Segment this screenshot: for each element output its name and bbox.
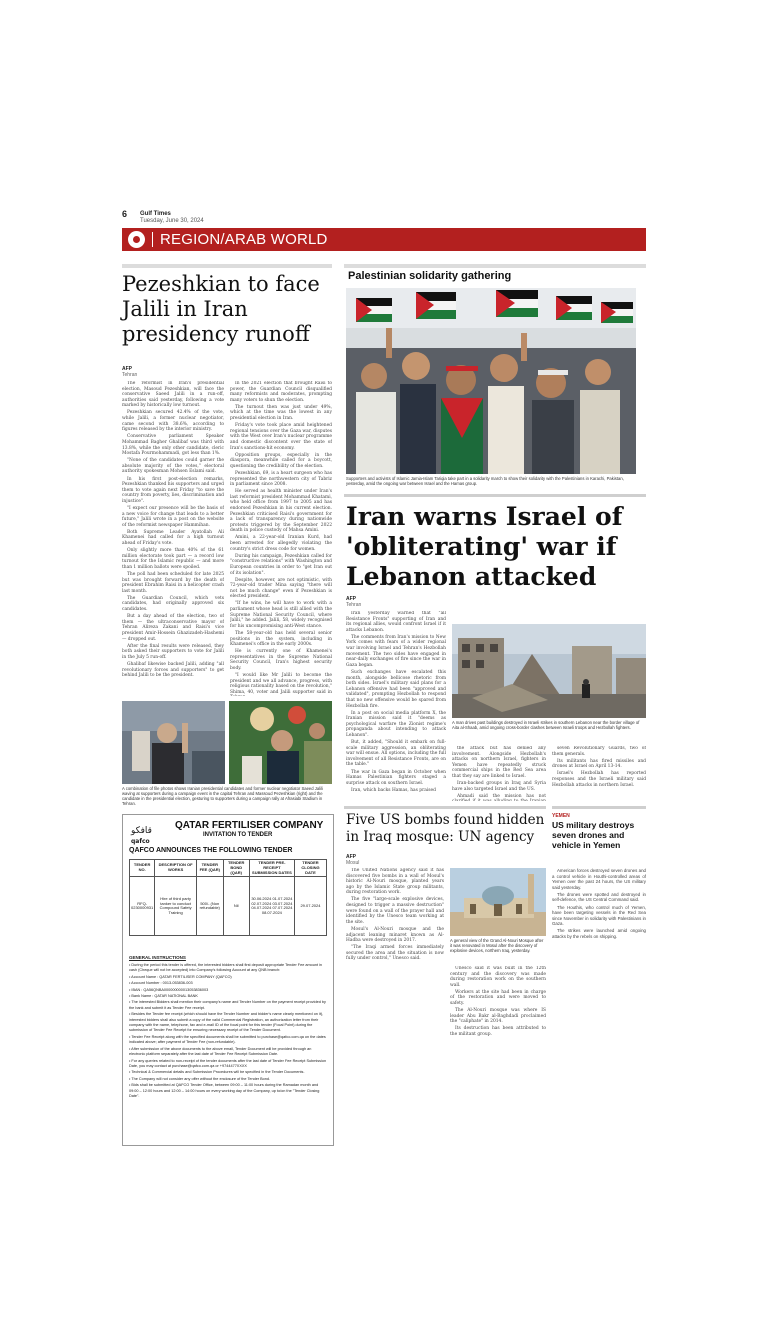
mosque-photo-graphic: [450, 868, 546, 936]
iraq-column-2: [450, 966, 546, 1144]
tender-instruction-item: • During the period this tender is offered, the interested bidders shall first deposit appropriate Tender Fee amount in cash (Cheque will not be accepted) into Company's following Account at any QNB branch:: [129, 963, 323, 973]
section-logo-icon: [128, 231, 145, 248]
yemen-kicker: YEMEN: [552, 813, 570, 819]
tender-instruction-item: • After submission of the above documents to the above email, Tender Document will be provided through an electronic platform separately after the last date of Tender Fee Receipt Submission Date.: [129, 1046, 312, 1057]
mid-rule-right: [344, 494, 646, 497]
section-banner: [122, 228, 646, 251]
article-paragraph: Iran, which backs Hamas, has praised: [351, 787, 436, 793]
page-number: 6: [122, 209, 128, 219]
iran-warns-column-3: [552, 746, 646, 801]
iran-warns-column-1: [346, 611, 446, 801]
article-paragraph: The United Nations agency said it has discovered five bombs in a wall of Mosul's historic Al-Nouri mosque, planted years ago by the Islamic State group militants, during restoration work.: [346, 868, 444, 896]
article-paragraph: But, it added, "Should it embark on full-scale military aggression, an obliterating war will ensue. All options, including the full involvement of all Resistance Fronts, are on the table.": [346, 740, 446, 768]
tender-instructions: [129, 963, 327, 1141]
flag-2: [416, 292, 456, 319]
article-paragraph: Mosul's Al-Nouri mosque and the adjacent leaning minaret known as Al-Hadba were destroyed in 2017.: [346, 926, 444, 944]
article-paragraph: Pezeshkian secured 42.4% of the vote, while Jalili, a former nuclear negotiator, came second with 38.6%, according to figures released by the interior ministry.: [122, 410, 224, 433]
candidates-photo: [122, 701, 332, 784]
tender-subtitle: INVITATION TO TENDER: [203, 832, 273, 838]
article-paragraph: The 58-year-old has held several senior positions in the system, including in Khamenei's office in the early 2000s.: [230, 630, 332, 648]
tender-table-row: [130, 877, 327, 936]
top-rule-left: [122, 264, 332, 268]
article-paragraph: The Houthis, who control much of Yemen, have been targeting vessels in the Red Sea since November in solidarity with Palestinians in Gaza.: [552, 904, 646, 927]
tender-instruction-item: • Account Name : QATAR FERTILISER COMPANY (QAFCO): [129, 974, 232, 979]
lebanon-photo-caption: A man drives past buildings destroyed in Israeli strikes in southern Lebanon near the border village of Aita al-Shaab, amid ongoing cross-border clashes between Israeli troops and Hezbollah fighters.: [452, 720, 640, 730]
article-paragraph: Iran yesterday warned that "all Resistance Fronts" supporting of Iran and its regional allies, would confront Israel if it attacks Lebanon.: [346, 611, 446, 633]
col-tender-no: TENDER NO.: [130, 860, 155, 877]
flag-1: [356, 298, 392, 322]
article-paragraph: Iran-backed groups in Iraq and Syria have also targeted Israel and the US.: [452, 781, 546, 792]
tender-announcement: QAFCO ANNOUNCES THE FOLLOWING TENDER: [129, 847, 293, 854]
issue-date: Tuesday, June 30, 2024: [140, 218, 204, 224]
article-paragraph: Conservative parliament Speaker Mohammad Bagher Ghalibaf was third with 13.8%, while the only other candidate, cleric Mostafa Pourmohammadi, got less than 1%.: [122, 434, 224, 457]
lebanon-photo: [452, 624, 646, 718]
article-paragraph: the attack but has denied any involvement. Alongside Hezbollah's attacks on northern Israel, fighters in Yemen have repeatedly struck commercial ships in the Red Sea area that they say are linked to Israel.: [452, 746, 546, 779]
cell-closing-date: 29.07.2024: [294, 877, 326, 936]
headline-iraq-mosque: Five US bombs found hidden in Iraq mosque: UN agency: [346, 812, 545, 845]
article-paragraph: In the 2021 election that brought Raisi to power, the Guardian Council disqualified many reformists and moderates, prompting many voters to shun the election.: [230, 381, 332, 403]
article-paragraph: Its militants has fired missiles and drones at Israel on April 13-14.: [552, 758, 646, 770]
tender-instruction-item: • Bank Name : QATAR NATIONAL BANK: [129, 994, 198, 999]
rule-iraq: [344, 806, 546, 809]
tender-instruction-item: • IBAN : QA56QNBA000000000013053836003: [129, 987, 209, 992]
svg-text:قافكو: قافكو: [131, 826, 152, 836]
byline-iran-warns: [346, 596, 361, 608]
cell-bond: Nil: [223, 877, 249, 936]
iran-warns-column-2: [452, 746, 546, 801]
solidarity-photo-heading: Palestinian solidarity gathering: [348, 270, 512, 282]
article-paragraph: Despite, however, are not optimistic, with 72-year-old trader Mina saying "there will not be much change" even if Pezeshkian is elected president.: [230, 577, 332, 600]
article-paragraph: During his campaign, Pezeshkian called for "constructive relations" with Washington and European countries in order to "get Iran out of its isolation".: [230, 553, 332, 576]
iran-runoff-column-2: [230, 381, 332, 696]
article-paragraph: Workers at the site had been in charge of the restoration and were moved to safety.: [450, 989, 546, 1007]
byline-agency: AFP: [346, 596, 356, 602]
byline-agency: AFP: [346, 854, 356, 860]
byline-iraq: [346, 854, 359, 866]
article-paragraph: "The Iraqi armed forces immediately secured the area and the situation is now fully under control," Unesco said.: [346, 945, 444, 962]
solidarity-photo-caption: Supporters and activists of Islamic Jamia-Islam Tariqia take part in a solidarity march to show their solidarity with the Palestinians in Karachi, Pakistan, yesterday, amid the ongoing war between Israel and the Hamas group.: [346, 476, 624, 486]
solidarity-photo-graphic: [346, 288, 636, 474]
cell-tender-no: RFQ-0230000931: [130, 877, 155, 936]
flag-5: [601, 302, 633, 323]
article-paragraph: In a post on social media platform X, the Iranian mission said it "deems as psychological warfare the Zionist regime's propaganda about intending to attack Lebanon".: [346, 710, 446, 738]
article-paragraph: The reformist in Iran's presidential election, Masoud Pezeshkian, will face the conservative Saeed Jalili in a run-off, authorities said yesterday, following a vote marked by historically low turnout.: [122, 381, 224, 409]
tender-instructions-title: GENERAL INSTRUCTIONS: [129, 955, 186, 960]
tender-table-header: [130, 860, 327, 877]
article-paragraph: "I would like Mr Jalili to become the president and we all advance, progress, with religious rationality based on the revolution," Shima, 40, voter and Jalili supporter said in: [230, 673, 332, 695]
article-paragraph: The comments from Iran's mission to New York comes with fears of a wider regional war involving Israel and Tehran's Hezbollah movement. The two sides have engaged in near-daily exchanges of fire since the war in Gaza began.: [346, 634, 446, 668]
tender-table: [129, 859, 327, 936]
article-paragraph: He is currently one of Khamenei's representatives in the Supreme National Security Council, Iran's highest security body.: [230, 649, 332, 671]
byline-dateline: Tehran: [122, 372, 138, 378]
tender-company-name: QATAR FERTILISER COMPANY: [175, 820, 324, 831]
tender-instruction-item: • Tender Fee Receipt along with the specified documents shall be submitted to purchase@qafco.com.qa on the dates indicated above; after payment of Tender Fee (non-refundable).: [129, 1034, 326, 1045]
tender-advertisement: [122, 814, 334, 1146]
article-paragraph: "None of the candidates could garner the absolute majority of the votes," electoral authority spokesman Mohsen Eslami said.: [122, 458, 224, 475]
lebanon-photo-graphic: [452, 624, 646, 718]
svg-text:qafco: qafco: [131, 838, 150, 845]
col-closing-date: TENDER CLOSING DATE: [294, 860, 326, 877]
article-paragraph: Its destruction has been attributed to the militant group.: [450, 1026, 546, 1038]
article-paragraph: The turnout then was just under 49%, which at the time was the lowest in any presidential election in Iran.: [230, 404, 332, 422]
yemen-body: [552, 868, 646, 1144]
col-bond: TENDER BOND (QAR): [223, 860, 249, 877]
byline-iran-runoff: [122, 366, 137, 378]
article-paragraph: Ghalibaf likewise backed Jalili, adding "all revolutionary forces and supporters" to get behind Jalili to be the president.: [122, 661, 224, 679]
article-paragraph: The strikes were launched amid ongoing attacks by the rebels on shipping.: [552, 928, 646, 940]
article-paragraph: The war in Gaza began in October when Hamas Palestinian fighters staged a surprise attack on southern Israel.: [346, 769, 446, 786]
article-paragraph: "I expect our presence will be the basis of a new voice for change that leads to a better future," Jalili wrote in a post on the website of the reformist newspaper Hammihan.: [122, 505, 224, 528]
iraq-column-1: [346, 868, 444, 1144]
article-paragraph: "If he wins, he will have to work with a parliament whose head is still allied with the Supreme National Security Council, where Jalili," he added. Jalili, 58, widely recognised for his uncompromising anti-West stance.: [230, 601, 332, 629]
article-paragraph: The poll had been scheduled for late 2025 but was brought forward by the death of president Ebrahim Raisi in a helicopter crash last month.: [122, 572, 224, 594]
article-paragraph: Such exchanges have escalated this month, alongside bellicose rhetoric from both sides. Israel's military said plans for a Lebanon offensive had been "approved and validated", prompting Hezbollah to respond that no new offensive would be spared from Hezbollah fire.: [346, 669, 446, 709]
article-paragraph: American forces destroyed seven drones and a control vehicle in Houthi-controlled areas of Yemen over the past 24 hours, the US military said yesterday.: [552, 868, 646, 890]
byline-agency: AFP: [122, 366, 132, 372]
top-rule-right: [344, 264, 646, 268]
article-paragraph: Amini, a 22-year-old Iranian Kurd, had been arrested for allegedly violating the country's strict dress code for women.: [230, 535, 332, 552]
banner-divider: [152, 232, 153, 247]
article-paragraph: Pezeshkian, 69, is a heart surgeon who has represented the northwestern city of Tabriz in parliament since 2008.: [230, 470, 332, 488]
article-paragraph: Both Supreme Leader Ayatollah Ali Khamenei had called for a high turnout ahead of Friday's vote.: [122, 529, 224, 547]
article-paragraph: The Guardian Council, which vets candidates, had originally approved six candidates.: [122, 595, 224, 613]
col-description: DESCRIPTION OF WORKS: [155, 860, 197, 877]
candidates-photo-graphic: [122, 701, 332, 784]
article-paragraph: Opposition groups, especially in the diaspora, meanwhile called for a boycott, questioning the credibility of the election.: [230, 452, 332, 469]
headline-yemen: US military destroys seven drones and vehicle in Yemen: [552, 820, 635, 850]
cell-description: Hire of third party tanker to conduct Compound Safety Training: [155, 877, 197, 936]
publication-name: Gulf Times: [140, 211, 171, 217]
newspaper-page: [118, 206, 650, 1146]
tender-instruction-item: • Bids shall be submitted at QAFCO Tender Office, between 09:00 – 11:00 hours during the Ramadan month and 09:00 – 12:00 hours and 12:00 – 14:00 hours on every working day of the Company, up to/on the "Tender Closing Date".: [129, 1083, 320, 1098]
article-paragraph: Only slightly more than 40% of the 61 million electorate took part — a record low turnout for the Islamic republic — and more than 1 million ballots were spoiled.: [122, 548, 224, 570]
rule-yemen: [552, 806, 646, 809]
article-paragraph: Unesco said it was built in the 12th century and the discovery was made during restoration work on the southern wall.: [450, 966, 546, 988]
article-paragraph: The Al-Nouri mosque was where IS leader Abu Bakr al-Baghdadi proclaimed the "caliphate" in 2014.: [450, 1008, 546, 1025]
tender-table-wrap: [129, 859, 327, 936]
headline-iran-warns-israel: Iran warns Israel of 'obliterating' war if Lebanon attacked: [346, 502, 623, 591]
headline-iran-runoff: Pezeshkian to face Jalili in Iran presidency runoff: [122, 272, 320, 346]
article-paragraph: The drones were spotted and destroyed in self-defence, the US Central Command said.: [552, 891, 646, 903]
mosque-photo: [450, 868, 546, 936]
article-paragraph: But a day ahead of the election, two of them — the ultraconservative mayor of Tehran Alireza Zakani and Raisi's vice president Amir-Hossein Ghazizadeh-Hashemi — dropped out.: [122, 614, 224, 642]
tender-instruction-item: • Technical & Commercial details and Submission Procedures will be specified in the Tender Documents.: [129, 1070, 305, 1075]
tender-instruction-item: • For any queries related to non-receipt of the tender documents after the last date of Tender Fee Receipt Submission Date, you may contact at purchase@qafco.com.qa or +9744477XXXX: [129, 1058, 327, 1068]
cell-submission-dates: 30.06.2024 01.07.2024 02.07.2024 03.07.2024 04.07.2024 07.07.2024 08.07.2024: [249, 877, 294, 936]
article-paragraph: seven Revolutionary Guards, two of them generals.: [552, 746, 646, 757]
cell-fee: 500/- (Non refundable): [196, 877, 223, 936]
candidates-photo-caption: A combination of file photos shows Iranian presidential candidates and former nuclear negotiator Saeed Jalili waving at supporters during a campaign event in the capital Tehran and Massoud Pezeshkian (right) and the candidate in the presidential election, gesturing to supporters during a campaign rally at Afrasiabi Stadium in Tehran.: [122, 786, 323, 806]
flag-4: [556, 296, 592, 320]
tender-instruction-item: • The Company will not consider any offer without the enclosure of the Tender Bond.: [129, 1076, 271, 1081]
flag-3: [496, 290, 538, 317]
byline-dateline: Tehran: [346, 602, 362, 608]
iran-runoff-column-1: [122, 381, 224, 696]
page-header: [118, 206, 650, 226]
tender-instruction-item: • Besides the Tender fee receipt (which should have the Tender Number and bidder's name clearly mentioned on it), interested bidders shall also submit a copy of the valid Commercial Registration, an authorization letter from their company with the name, telephone, fax and e-mail ID of the focal point for this tender (Focal Point) during the submission of Tender Fee Receipt for ensuring necessary receipt of the Tender Document.: [129, 1012, 324, 1033]
byline-dateline: Mosul: [346, 860, 360, 866]
article-paragraph: In his first post-election remarks, Pezeshkian thanked his supporters and urged them to vote again next Friday "to save the country from poverty, lies, discrimination and injustice".: [122, 476, 224, 504]
article-paragraph: He served as health minister under Iran's last reformist president Mohammad Khatami, who held office from 1997 to 2005 and has endorsed Pezeshkian in his current election. Pezeshkian criticised Raisi's government for a lack of transparency during nationwide protests triggered by the September 2022 death in police custody of Mahsa Amini.: [230, 489, 332, 534]
section-title: REGION/ARAB WORLD: [160, 231, 328, 248]
article-paragraph: Ahmadi said the mission has not: [457, 793, 546, 799]
tender-instruction-item: • The interested Bidders shall mention their company's name and Tender Number on the payment receipt provided by the bank and submit it as Tender Fee receipt.: [129, 1000, 326, 1010]
article-paragraph: After the final results were released, they both asked their supporters to vote for Jalili in the July 5 run-off.: [122, 643, 224, 660]
mosque-photo-caption: A general view of the Grand Al-Nouri Mosque after it was renovated in Mosul after the discovery of explosive devices, northern Iraq, yesterday.: [450, 938, 544, 953]
col-submission-dates: TENDER PRE-RECEIPT SUBMISSION DATES: [249, 860, 294, 877]
article-paragraph: Friday's vote took place amid heightened regional tensions over the Gaza war, disputes with the West over Iran's nuclear programme and domestic discontent over the state of Iran's sanctions-hit economy.: [230, 423, 332, 451]
article-paragraph: The five "large-scale explosive devices, designed to trigger a massive destruction" were found on a wall of the prayer hall and identified by the Unesco team working at the site.: [346, 897, 444, 925]
col-fee: TENDER FEE (QAR): [196, 860, 223, 877]
article-paragraph: Israel's Hezbollah has reported responses and the Israeli military said Hezbollah attacks in northern Israel.: [552, 771, 646, 788]
qafco-logo-icon: [129, 821, 169, 847]
tender-instruction-item: • Account Number : 0013-053836-003: [129, 981, 193, 986]
solidarity-photo: [346, 288, 636, 474]
